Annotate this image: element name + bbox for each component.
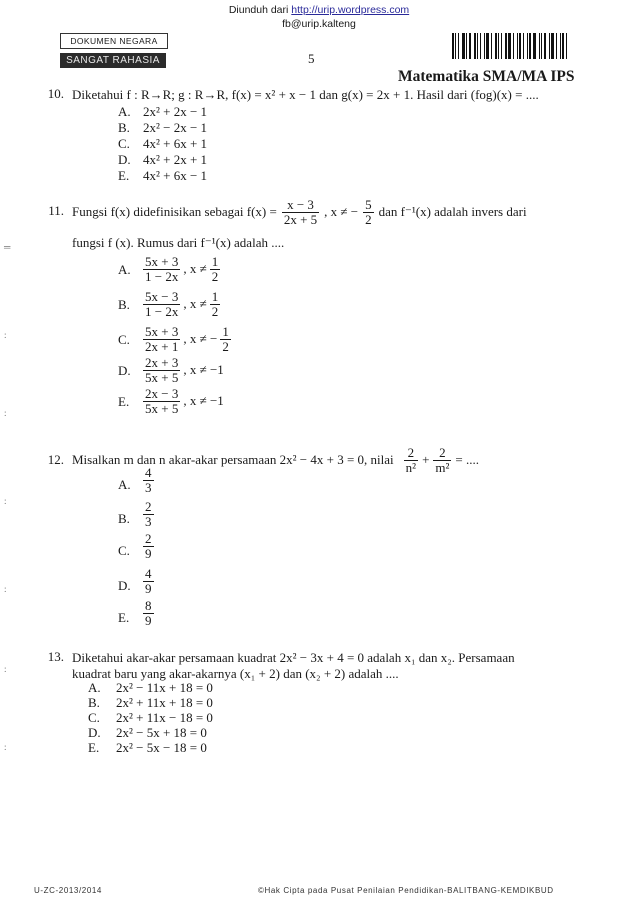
scan-mark: : bbox=[4, 584, 7, 594]
numerator: 2x − 3 bbox=[145, 385, 179, 401]
option-value: 2x² + 11x − 18 = 0 bbox=[116, 710, 213, 725]
numerator: 5x − 3 bbox=[145, 288, 179, 304]
scan-mark: : bbox=[4, 742, 7, 752]
numerator: 2 bbox=[407, 444, 415, 460]
subject-title: Matematika SMA/MA IPS bbox=[398, 68, 575, 85]
fraction bbox=[143, 387, 180, 416]
numerator: 2x + 3 bbox=[145, 354, 179, 370]
numerator: 2 bbox=[145, 531, 152, 546]
barcode-bar bbox=[549, 33, 550, 59]
option-label[interactable]: E. bbox=[88, 740, 100, 755]
condition: , x ≠ −1 bbox=[183, 393, 224, 408]
fraction bbox=[143, 500, 154, 529]
option-label[interactable]: B. bbox=[118, 120, 130, 135]
question-intro: Fungsi f(x) didefinisikan sebagai f(x) = bbox=[72, 204, 277, 219]
fraction bbox=[143, 599, 154, 628]
denominator: 1 − 2x bbox=[145, 268, 179, 284]
barcode-bar bbox=[529, 33, 531, 59]
denominator: 5x + 5 bbox=[145, 400, 179, 416]
option-label[interactable]: D. bbox=[118, 152, 131, 167]
question-tail: = .... bbox=[455, 452, 480, 467]
source-link[interactable]: http://urip.wordpress.com bbox=[291, 4, 410, 16]
option-label[interactable]: A. bbox=[118, 477, 131, 492]
denominator: 2 bbox=[222, 338, 229, 354]
option-label[interactable]: A. bbox=[118, 262, 131, 277]
fraction bbox=[433, 446, 451, 475]
option-value bbox=[143, 500, 154, 529]
numerator: 2 bbox=[439, 444, 446, 460]
question-number: 13. bbox=[47, 649, 64, 664]
option-value: 4x² + 6x + 1 bbox=[143, 136, 208, 151]
barcode-bar bbox=[462, 33, 465, 59]
option-value bbox=[143, 384, 224, 418]
option-value: 4x² + 2x + 1 bbox=[143, 152, 208, 167]
barcode-bar bbox=[505, 33, 507, 59]
barcode-bar bbox=[466, 33, 467, 59]
barcode-bar bbox=[469, 33, 471, 59]
barcode-bar bbox=[484, 33, 485, 59]
option-value bbox=[143, 532, 154, 561]
fraction bbox=[143, 255, 180, 284]
scan-mark: : bbox=[4, 496, 7, 506]
barcode-bar bbox=[560, 33, 561, 59]
denominator: 3 bbox=[145, 514, 152, 529]
question-text bbox=[72, 192, 572, 232]
question-intro: Misalkan m dan n akar-akar persamaan 2x² − 4x + 3 = 0, nilai bbox=[72, 452, 394, 467]
barcode-bar bbox=[541, 33, 542, 59]
option-value bbox=[143, 250, 220, 288]
numerator: 2 bbox=[145, 499, 152, 514]
option-value: 2x² + 11x + 18 = 0 bbox=[116, 695, 213, 710]
barcode-bar bbox=[566, 33, 567, 59]
scan-mark: ═ bbox=[4, 242, 11, 252]
fraction bbox=[210, 255, 221, 284]
barcode-bar bbox=[455, 33, 456, 59]
scan-mark: : bbox=[4, 664, 7, 674]
numerator: 5x + 3 bbox=[145, 323, 179, 339]
numerator: 1 bbox=[211, 288, 219, 304]
option-label[interactable]: D. bbox=[88, 725, 101, 740]
question-text-line2: kuadrat baru yang akar-akarnya (x₁ + 2) dan (x₂ + 2) adalah .... bbox=[72, 666, 399, 681]
denominator: 9 bbox=[145, 546, 152, 561]
barcode-bar bbox=[452, 33, 454, 59]
condition: , x ≠ bbox=[183, 261, 207, 276]
barcode-bar bbox=[486, 33, 489, 59]
option-value bbox=[143, 466, 154, 495]
option-label[interactable]: A. bbox=[118, 104, 131, 119]
barcode-bar bbox=[519, 33, 521, 59]
condition-prefix: , x ≠ − bbox=[324, 204, 359, 219]
option-value: 2x² − 5x − 18 = 0 bbox=[116, 740, 207, 755]
numerator: 4 bbox=[145, 465, 152, 480]
question-tail: dan f⁻¹(x) adalah invers dari bbox=[378, 204, 527, 219]
numerator: 8 bbox=[145, 598, 152, 613]
barcode-bar bbox=[544, 33, 546, 59]
barcode-bar bbox=[477, 33, 478, 59]
option-label[interactable]: C. bbox=[88, 710, 100, 725]
numerator: 5 bbox=[365, 196, 372, 212]
source-line bbox=[0, 4, 638, 16]
denominator: 2 bbox=[211, 303, 219, 319]
numerator: 5x + 3 bbox=[145, 253, 179, 269]
option-value: 2x² − 11x + 18 = 0 bbox=[116, 680, 213, 695]
option-label[interactable]: B. bbox=[118, 511, 130, 526]
option-label[interactable]: C. bbox=[118, 332, 130, 347]
option-label[interactable]: E. bbox=[118, 610, 130, 625]
contact-line: fb@urip.kalteng bbox=[282, 18, 356, 30]
fraction bbox=[282, 198, 319, 227]
barcode-bar bbox=[527, 33, 528, 59]
option-value bbox=[143, 353, 224, 387]
barcode-bar bbox=[533, 33, 536, 59]
barcode-bar bbox=[458, 33, 459, 59]
question-text-line2: fungsi f (x). Rumus dari f⁻¹(x) adalah .... bbox=[72, 235, 285, 250]
denominator: 2x + 5 bbox=[283, 211, 318, 227]
question-number: 12. bbox=[47, 452, 64, 467]
option-label[interactable]: B. bbox=[88, 695, 100, 710]
barcode-bar bbox=[480, 33, 481, 59]
scan-mark: : bbox=[4, 330, 7, 340]
option-label[interactable]: D. bbox=[118, 363, 131, 378]
barcode-bar bbox=[562, 33, 564, 59]
option-value: 2x² − 5x + 18 = 0 bbox=[116, 725, 207, 740]
question-number: 10. bbox=[47, 86, 64, 101]
option-label[interactable]: E. bbox=[118, 394, 130, 409]
condition: , x ≠ − bbox=[183, 331, 218, 346]
option-label[interactable]: C. bbox=[118, 136, 130, 151]
barcode-bar bbox=[495, 33, 497, 59]
option-value bbox=[143, 285, 220, 323]
option-label[interactable]: B. bbox=[118, 297, 130, 312]
option-value bbox=[143, 599, 154, 628]
numerator: x − 3 bbox=[287, 196, 314, 212]
denominator: 2 bbox=[211, 268, 219, 284]
fraction bbox=[143, 325, 180, 354]
fraction bbox=[143, 532, 154, 561]
denominator: 2 bbox=[365, 211, 372, 227]
numerator: 4 bbox=[145, 566, 152, 581]
barcode-bar bbox=[498, 33, 499, 59]
condition: , x ≠ bbox=[183, 296, 207, 311]
barcode-bar bbox=[508, 33, 511, 59]
doc-label: DOKUMEN NEGARA bbox=[60, 33, 168, 49]
numerator: 1 bbox=[211, 253, 219, 269]
barcode-bar bbox=[501, 33, 502, 59]
fraction bbox=[143, 356, 180, 385]
question-text: Diketahui f : R→R; g : R→R, f(x) = x² + x − 1 dan g(x) = 2x + 1. Hasil dari (fog)(x) = .... bbox=[72, 87, 539, 102]
option-value: 4x² + 6x − 1 bbox=[143, 168, 208, 183]
fraction bbox=[143, 466, 154, 495]
option-label[interactable]: A. bbox=[88, 680, 101, 695]
plus-sign: + bbox=[422, 452, 430, 467]
denominator: m² bbox=[435, 459, 450, 475]
barcode-bar bbox=[517, 33, 518, 59]
denominator: 9 bbox=[145, 581, 152, 596]
page-number: 5 bbox=[308, 51, 315, 66]
barcode-bar bbox=[523, 33, 524, 59]
denominator: n² bbox=[405, 459, 417, 475]
barcode-bar bbox=[513, 33, 514, 59]
footer-code: U-ZC-2013/2014 bbox=[34, 886, 102, 895]
denominator: 1 − 2x bbox=[145, 303, 179, 319]
denominator: 5x + 5 bbox=[145, 369, 179, 385]
option-label[interactable]: D. bbox=[118, 578, 131, 593]
condition: , x ≠ −1 bbox=[183, 362, 224, 377]
barcode-bar bbox=[491, 33, 492, 59]
fraction bbox=[363, 198, 374, 227]
barcode-bar bbox=[551, 33, 554, 59]
option-label[interactable]: C. bbox=[118, 543, 130, 558]
numerator: 1 bbox=[222, 323, 229, 339]
denominator: 2x + 1 bbox=[145, 338, 179, 354]
source-prefix: Diunduh dari bbox=[228, 4, 292, 16]
option-label[interactable]: E. bbox=[118, 168, 130, 183]
fraction bbox=[220, 325, 231, 354]
secret-label: SANGAT RAHASIA bbox=[60, 53, 166, 68]
denominator: 9 bbox=[145, 613, 152, 628]
option-value: 2x² − 2x − 1 bbox=[143, 120, 208, 135]
fraction bbox=[143, 290, 180, 319]
barcode-bar bbox=[556, 33, 557, 59]
footer-copyright: ©Hak Cipta pada Pusat Penilaian Pendidikan-BALITBANG-KEMDIKBUD bbox=[258, 886, 554, 895]
option-value: 2x² + 2x − 1 bbox=[143, 104, 208, 119]
fraction bbox=[143, 567, 154, 596]
barcode-bar bbox=[474, 33, 476, 59]
barcode bbox=[452, 33, 570, 59]
option-value bbox=[143, 567, 154, 596]
fraction bbox=[210, 290, 221, 319]
scan-mark: : bbox=[4, 408, 7, 418]
barcode-bar bbox=[539, 33, 540, 59]
question-text: Diketahui akar-akar persamaan kuadrat 2x² − 3x + 4 = 0 adalah x₁ dan x₂. Persamaan bbox=[72, 650, 515, 665]
denominator: 3 bbox=[145, 480, 152, 495]
fraction bbox=[404, 446, 418, 475]
question-number: 11. bbox=[48, 203, 64, 218]
